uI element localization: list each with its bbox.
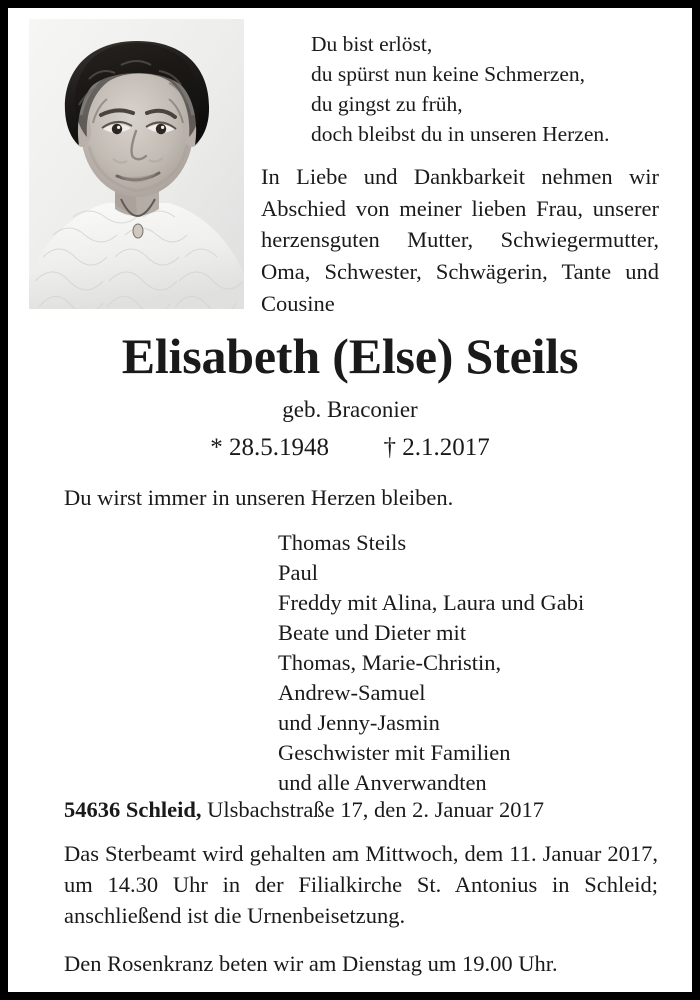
life-dates — [11, 433, 689, 463]
survivors-list — [278, 528, 668, 798]
postal-city: 54636 Schleid, — [64, 797, 202, 822]
deceased-name: Elisabeth (Else) Steils — [121, 328, 579, 384]
survivor-line: Beate und Dieter mit — [278, 620, 467, 646]
birth-symbol: * — [210, 433, 223, 461]
street-and-date: Ulsbachstraße 17, den 2. Januar 2017 — [201, 797, 544, 822]
header-block — [11, 11, 689, 316]
dedication-text: In Liebe und Dankbarkeit nehmen wir Abschied von meiner lieben Frau, unserer herzensguten Mutter, Schwiegermutter, Oma, Schwester, Schwägerin, Tante und Cousine — [261, 164, 659, 316]
eye-left — [112, 124, 122, 134]
portrait-photo — [29, 19, 244, 309]
survivor-line: Andrew-Samuel — [278, 680, 426, 706]
survivor-line: Thomas, Marie-Christin, — [278, 650, 502, 676]
birth-date: 28.5.1948 — [229, 433, 329, 461]
memorial-line: Du wirst immer in unseren Herzen bleiben. — [64, 485, 454, 510]
maiden-name: geb. Braconier — [282, 397, 418, 422]
poem-line-3: du gingst zu früh, — [311, 92, 463, 117]
portrait-photo-image — [29, 19, 244, 309]
rosary-details: Den Rosenkranz beten wir am Dienstag um 19.00 Uhr. — [64, 951, 558, 976]
poem-verse — [311, 29, 671, 149]
survivor-line: Freddy mit Alina, Laura und Gabi — [278, 590, 585, 616]
address-line — [64, 795, 664, 824]
deceased-name-block — [11, 329, 689, 463]
death-date: 2.1.2017 — [402, 433, 490, 461]
poem-line-2: du spürst nun keine Schmerzen, — [311, 62, 586, 87]
survivor-line: Geschwister mit Familien — [278, 740, 511, 766]
survivor-line: Paul — [278, 560, 319, 586]
survivor-line: Thomas Steils — [278, 530, 407, 555]
eye-right — [156, 124, 166, 134]
survivor-line: und Jenny-Jasmin — [278, 710, 440, 736]
death-symbol: † — [383, 433, 396, 461]
poem-line-4: doch bleibst du in unseren Herzen. — [311, 122, 610, 147]
survivor-line: und alle Anverwandten — [278, 770, 487, 796]
poem-line-1: Du bist erlöst, — [311, 32, 433, 56]
service-details: Das Sterbeamt wird gehalten am Mittwoch, dem 11. Januar 2017, um 14.30 Uhr in der Filialkirche St. Antonius in Schleid; anschließend ist die Urnenbeisetzung. — [64, 841, 658, 929]
notice-inner-frame — [8, 8, 692, 992]
